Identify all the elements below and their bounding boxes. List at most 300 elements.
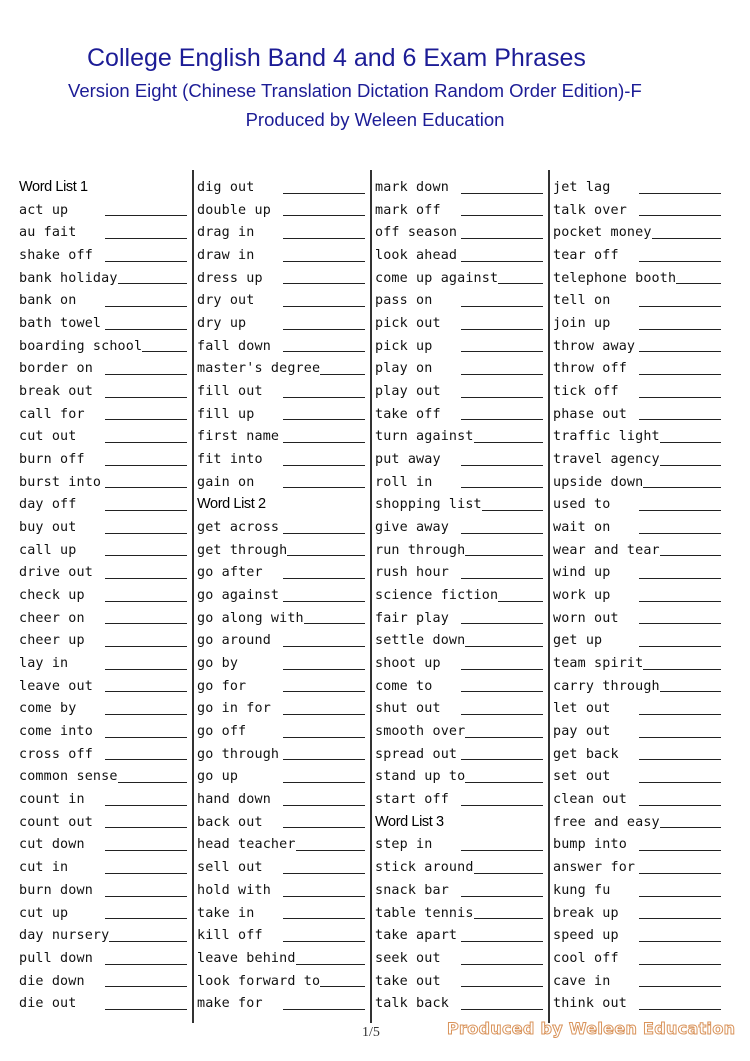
phrase-row [553,992,721,1015]
phrase-row [375,629,543,652]
answer-blank[interactable] [639,261,721,262]
phrase-row [553,493,721,516]
phrase-row [19,833,187,856]
phrase-text: give away [375,520,449,536]
phrase-row [375,743,543,766]
answer-blank[interactable] [105,873,187,874]
answer-blank[interactable] [461,986,543,987]
phrase-text: snack bar [375,882,449,898]
answer-blank[interactable] [105,737,187,738]
answer-blank[interactable] [639,623,721,624]
phrase-row [375,584,543,607]
answer-blank[interactable] [461,329,543,330]
answer-blank[interactable] [461,193,543,194]
phrase-text: mark off [375,202,441,218]
answer-blank[interactable] [105,805,187,806]
column-divider [370,170,372,1023]
answer-blank[interactable] [639,782,721,783]
answer-blank[interactable] [283,805,365,806]
answer-blank[interactable] [461,691,543,692]
answer-blank[interactable] [105,465,187,466]
phrase-text: upside down [553,474,644,490]
answer-blank[interactable] [639,397,721,398]
answer-blank[interactable] [283,238,365,239]
phrase-text: table tennis [375,905,474,921]
phrase-text: get through [197,542,288,558]
answer-blank[interactable] [461,759,543,760]
answer-blank[interactable] [639,351,721,352]
answer-blank[interactable] [639,714,721,715]
phrase-text: go against [197,588,280,604]
phrase-row [375,516,543,539]
answer-blank[interactable] [639,986,721,987]
phrase-row [553,584,721,607]
answer-blank[interactable] [639,737,721,738]
phrase-row [19,403,187,426]
answer-blank[interactable] [283,487,365,488]
phrase-text: look forward to [197,973,321,989]
answer-blank[interactable] [498,283,543,284]
phrase-row [375,833,543,856]
answer-blank[interactable] [105,1009,187,1010]
phrase-row [375,403,543,426]
phrase-text: fair play [375,610,449,626]
answer-blank[interactable] [283,193,365,194]
phrase-row [553,312,721,335]
word-list-heading [197,493,365,516]
phrase-text: tell on [553,293,611,309]
phrase-text: go through [197,746,280,762]
answer-blank[interactable] [639,896,721,897]
phrase-text: take in [197,905,255,921]
phrase-row [19,289,187,312]
answer-blank[interactable] [639,510,721,511]
phrase-text: bump into [553,837,627,853]
phrase-row [19,811,187,834]
phrase-row [19,947,187,970]
phrase-text: come by [19,701,77,717]
answer-blank[interactable] [320,374,365,375]
phrase-row [375,561,543,584]
phrase-text: day off [19,497,77,513]
answer-blank[interactable] [461,419,543,420]
phrase-row [197,516,365,539]
answer-blank[interactable] [283,533,365,534]
phrase-row [375,675,543,698]
phrase-text: work up [553,588,611,604]
phrase-row [197,788,365,811]
phrase-text: fit into [197,452,263,468]
answer-blank[interactable] [461,941,543,942]
phrase-row [197,176,365,199]
answer-blank[interactable] [461,397,543,398]
answer-blank[interactable] [639,759,721,760]
phrase-text: come up against [375,270,499,286]
phrase-row [19,924,187,947]
document-title-text: College English Band 4 and 6 Exam Phrases [87,44,586,72]
answer-blank[interactable] [461,964,543,965]
phrase-column-2 [197,176,365,1015]
answer-blank[interactable] [639,918,721,919]
answer-blank[interactable] [105,691,187,692]
answer-blank[interactable] [639,601,721,602]
answer-blank[interactable] [105,601,187,602]
phrase-row [375,493,543,516]
answer-blank[interactable] [482,510,543,511]
phrase-text: think out [553,996,627,1012]
phrase-row [375,357,543,380]
answer-blank[interactable] [461,1009,543,1010]
phrase-column-4 [553,176,721,1015]
answer-blank[interactable] [465,737,543,738]
answer-blank[interactable] [461,623,543,624]
phrase-text: die down [19,973,85,989]
phrase-row [553,380,721,403]
answer-blank[interactable] [639,964,721,965]
phrase-row [553,335,721,358]
answer-blank[interactable] [118,283,187,284]
answer-blank[interactable] [105,827,187,828]
answer-blank[interactable] [652,238,721,239]
phrase-row [375,879,543,902]
answer-blank[interactable] [660,442,721,443]
phrase-text: go along with [197,610,304,626]
phrase-row [197,403,365,426]
phrase-text: used to [553,497,611,513]
phrase-row [553,788,721,811]
phrase-text: cut in [19,860,69,876]
answer-blank[interactable] [461,805,543,806]
answer-blank[interactable] [105,487,187,488]
phrase-text: tick off [553,384,619,400]
answer-blank[interactable] [639,193,721,194]
answer-blank[interactable] [283,351,365,352]
answer-blank[interactable] [283,283,365,284]
answer-blank[interactable] [465,646,543,647]
answer-blank[interactable] [283,782,365,783]
phrase-text: leave behind [197,950,296,966]
answer-blank[interactable] [105,238,187,239]
phrase-row [375,539,543,562]
answer-blank[interactable] [283,465,365,466]
answer-blank[interactable] [660,555,721,556]
phrase-row [19,357,187,380]
phrase-row [197,448,365,471]
phrase-row [197,879,365,902]
phrase-row [375,244,543,267]
answer-blank[interactable] [498,601,543,602]
answer-blank[interactable] [105,714,187,715]
answer-blank[interactable] [304,623,365,624]
phrase-row [553,471,721,494]
phrase-text: start off [375,792,449,808]
phrase-text: count in [19,792,85,808]
answer-blank[interactable] [283,646,365,647]
phrase-text: speed up [553,928,619,944]
phrase-row [553,947,721,970]
phrase-row [197,561,365,584]
phrase-row [19,561,187,584]
phrase-row [19,970,187,993]
answer-blank[interactable] [461,896,543,897]
answer-blank[interactable] [118,782,187,783]
answer-blank[interactable] [109,941,187,942]
phrase-text: worn out [553,610,619,626]
phrase-row [553,856,721,879]
answer-blank[interactable] [105,397,187,398]
answer-blank[interactable] [283,691,365,692]
answer-blank[interactable] [105,215,187,216]
answer-blank[interactable] [474,918,543,919]
phrase-row [553,720,721,743]
answer-blank[interactable] [105,533,187,534]
answer-blank[interactable] [105,896,187,897]
answer-blank[interactable] [639,329,721,330]
answer-blank[interactable] [461,374,543,375]
phrase-text: break out [19,384,93,400]
phrase-text: get across [197,520,280,536]
phrase-text: shopping list [375,497,482,513]
phrase-text: leave out [19,678,93,694]
phrase-row [197,811,365,834]
answer-blank[interactable] [105,442,187,443]
phrase-text: wait on [553,520,611,536]
phrase-text: seek out [375,950,441,966]
answer-blank[interactable] [461,238,543,239]
answer-blank[interactable] [639,850,721,851]
answer-blank[interactable] [105,850,187,851]
phrase-row [375,176,543,199]
answer-blank[interactable] [461,533,543,534]
phrase-row [553,289,721,312]
phrase-row [197,697,365,720]
answer-blank[interactable] [283,215,365,216]
answer-blank[interactable] [283,442,365,443]
phrase-row [197,357,365,380]
answer-blank[interactable] [105,918,187,919]
answer-blank[interactable] [283,669,365,670]
answer-blank[interactable] [639,374,721,375]
answer-blank[interactable] [465,555,543,556]
phrase-row [197,380,365,403]
answer-blank[interactable] [283,873,365,874]
phrase-text: go by [197,656,239,672]
phrase-text: pay out [553,724,611,740]
answer-blank[interactable] [639,646,721,647]
answer-blank[interactable] [461,487,543,488]
answer-blank[interactable] [105,419,187,420]
answer-blank[interactable] [105,329,187,330]
phrase-row [19,312,187,335]
phrase-text: smooth over [375,724,466,740]
phrase-text: master's degree [197,361,321,377]
answer-blank[interactable] [639,578,721,579]
phrase-row [553,357,721,380]
phrase-row [375,765,543,788]
phrase-row [553,221,721,244]
phrase-row [197,992,365,1015]
phrase-text: play on [375,361,433,377]
phrase-text: burn off [19,452,85,468]
answer-blank[interactable] [320,986,365,987]
answer-blank[interactable] [287,555,365,556]
answer-blank[interactable] [660,465,721,466]
phrase-text: wear and tear [553,542,660,558]
phrase-row [197,244,365,267]
phrase-row [375,856,543,879]
phrase-text: make for [197,996,263,1012]
answer-blank[interactable] [639,1009,721,1010]
answer-blank[interactable] [461,465,543,466]
phrase-text: buy out [19,520,77,536]
phrase-row [19,516,187,539]
answer-blank[interactable] [283,918,365,919]
phrase-text: rush hour [375,565,449,581]
answer-blank[interactable] [660,827,721,828]
answer-blank[interactable] [105,759,187,760]
phrase-text: carry through [553,678,660,694]
answer-blank[interactable] [283,714,365,715]
answer-blank[interactable] [105,306,187,307]
phrase-row [19,697,187,720]
answer-blank[interactable] [676,283,721,284]
answer-blank[interactable] [461,215,543,216]
phrase-text: throw off [553,361,627,377]
answer-blank[interactable] [461,669,543,670]
answer-blank[interactable] [639,215,721,216]
answer-blank[interactable] [639,419,721,420]
phrase-row [553,765,721,788]
answer-blank[interactable] [283,397,365,398]
phrase-row [19,221,187,244]
phrase-text: pull down [19,950,93,966]
answer-blank[interactable] [283,827,365,828]
phrase-row [19,607,187,630]
answer-blank[interactable] [461,850,543,851]
answer-blank[interactable] [283,578,365,579]
phrase-text: tear off [553,248,619,264]
answer-blank[interactable] [283,941,365,942]
phrase-row [197,539,365,562]
phrase-row [553,902,721,925]
answer-blank[interactable] [639,873,721,874]
answer-blank[interactable] [105,261,187,262]
phrase-row [197,199,365,222]
answer-blank[interactable] [283,1009,365,1010]
word-list-heading [19,176,187,199]
phrase-row [553,403,721,426]
phrase-text: shut out [375,701,441,717]
answer-blank[interactable] [283,601,365,602]
phrase-column-1 [19,176,187,1015]
answer-blank[interactable] [283,737,365,738]
answer-blank[interactable] [461,306,543,307]
answer-blank[interactable] [283,419,365,420]
phrase-text: team spirit [553,656,644,672]
answer-blank[interactable] [643,487,721,488]
phrase-row [19,267,187,290]
phrase-row [375,970,543,993]
answer-blank[interactable] [105,555,187,556]
answer-blank[interactable] [283,306,365,307]
phrase-text: dig out [197,180,255,195]
answer-blank[interactable] [639,533,721,534]
answer-blank[interactable] [283,896,365,897]
phrase-text: set out [553,769,611,785]
phrase-text: step in [375,837,433,853]
phrase-row [19,765,187,788]
phrase-row [197,970,365,993]
answer-blank[interactable] [283,759,365,760]
answer-blank[interactable] [105,986,187,987]
answer-blank[interactable] [461,351,543,352]
answer-blank[interactable] [296,850,365,851]
phrase-row [553,833,721,856]
answer-blank[interactable] [105,510,187,511]
answer-blank[interactable] [283,329,365,330]
page-number: 1/5 [362,1025,380,1040]
phrase-text: drive out [19,565,93,581]
answer-blank[interactable] [639,941,721,942]
answer-blank[interactable] [105,578,187,579]
answer-blank[interactable] [142,351,187,352]
phrase-row [375,992,543,1015]
phrase-row [553,244,721,267]
answer-blank[interactable] [639,306,721,307]
answer-blank[interactable] [105,964,187,965]
phrase-text: go in for [197,701,271,717]
phrase-row [197,856,365,879]
phrase-text: day nursery [19,928,110,944]
phrase-text: cheer up [19,633,85,649]
phrase-row [553,539,721,562]
phrase-text: shoot up [375,656,441,672]
answer-blank[interactable] [105,623,187,624]
answer-blank[interactable] [105,669,187,670]
phrase-text: play out [375,384,441,400]
phrase-row [19,652,187,675]
answer-blank[interactable] [461,261,543,262]
phrase-row [375,607,543,630]
answer-blank[interactable] [639,805,721,806]
phrase-text: go off [197,724,247,740]
phrase-row [553,743,721,766]
answer-blank[interactable] [283,261,365,262]
answer-blank[interactable] [105,374,187,375]
word-list-title: Word List 2 [197,496,266,513]
phrase-text: come to [375,678,433,694]
phrase-row [553,970,721,993]
answer-blank[interactable] [465,782,543,783]
answer-blank[interactable] [660,691,721,692]
phrase-row [197,743,365,766]
phrase-row [197,425,365,448]
phrase-text: kung fu [553,882,611,898]
phrase-text: pass on [375,293,433,309]
phrase-text: off season [375,225,458,241]
answer-blank[interactable] [474,873,543,874]
answer-blank[interactable] [461,714,543,715]
phrase-text: pick out [375,316,441,332]
answer-blank[interactable] [461,578,543,579]
phrase-text: dry up [197,316,247,332]
phrase-row [553,652,721,675]
answer-blank[interactable] [105,646,187,647]
answer-blank[interactable] [474,442,543,443]
answer-blank[interactable] [643,669,721,670]
phrase-text: answer for [553,860,636,876]
answer-blank[interactable] [296,964,365,965]
